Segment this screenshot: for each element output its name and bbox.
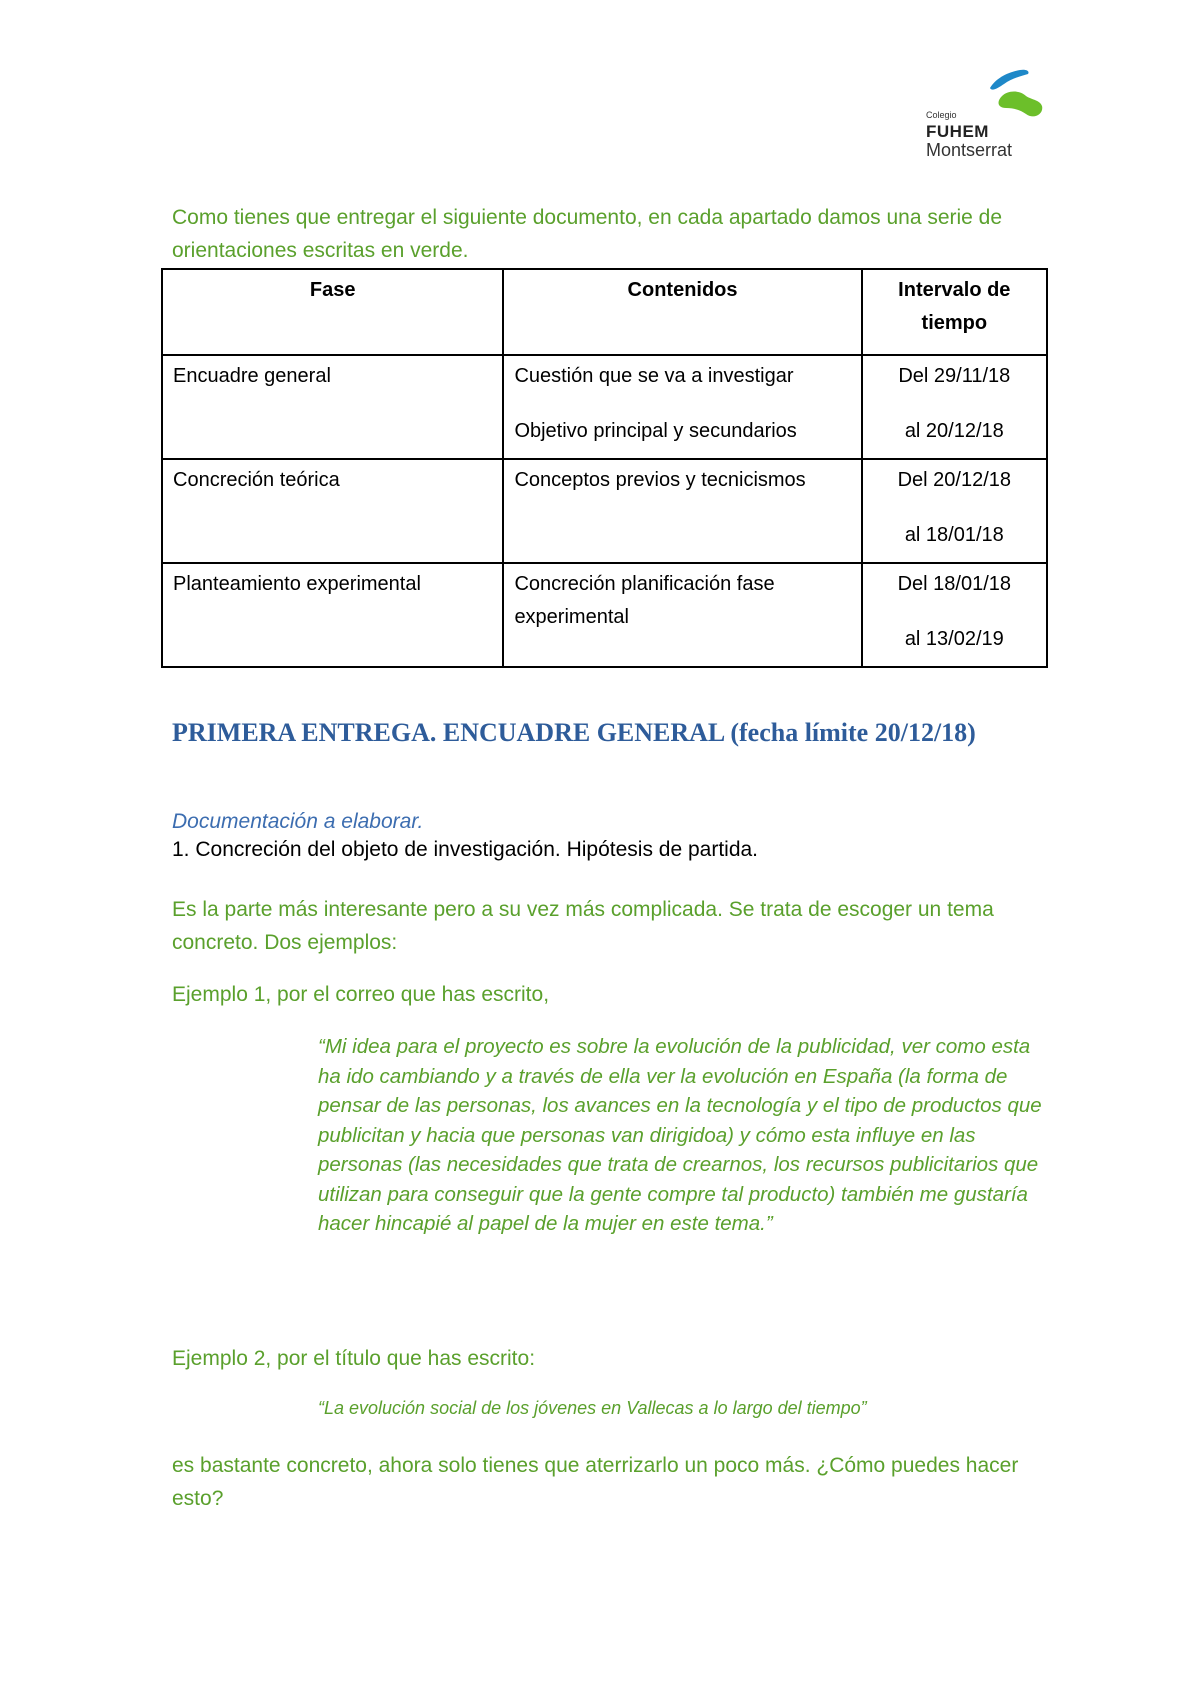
- row-interval: [862, 459, 1047, 563]
- intro-paragraph: Como tienes que entregar el siguiente documento, en cada apartado damos una serie de orientaciones escritas en verde.: [172, 206, 1003, 262]
- row-phase: Encuadre general: [162, 355, 503, 459]
- logo-school-text: Montserrat: [926, 140, 1013, 160]
- content-item: Concreción planificación fase experimental: [514, 573, 775, 628]
- header-interval: Intervalo de tiempo: [862, 269, 1047, 355]
- example-1-label: Ejemplo 1, por el correo que has escrito,: [172, 983, 550, 1006]
- interval-to: al 20/12/18: [904, 420, 1004, 442]
- table-row: [162, 563, 1047, 667]
- logo-colegio-text: Colegio: [926, 110, 957, 120]
- interval-to: al 13/02/19: [904, 628, 1004, 650]
- row-interval: [862, 563, 1047, 667]
- row-interval: [862, 355, 1047, 459]
- interval-from: Del 29/11/18: [898, 365, 1011, 387]
- section-heading: PRIMERA ENTREGA. ENCUADRE GENERAL (fecha límite 20/12/18): [172, 718, 976, 747]
- example-2-quote: “La evolución social de los jóvenes en Vallecas a lo largo del tiempo”: [318, 1398, 867, 1418]
- table-row: [162, 459, 1047, 563]
- row-contents: [503, 355, 861, 459]
- row-phase: Concreción teórica: [162, 459, 503, 563]
- table-row: [162, 355, 1047, 459]
- interval-from: Del 18/01/18: [897, 573, 1012, 595]
- logo-brand-text: FUHEM: [926, 122, 989, 141]
- interval-to: al 18/01/18: [904, 524, 1004, 546]
- content-item: Conceptos previos y tecnicismos: [514, 469, 806, 491]
- fuhem-logo-icon: [982, 68, 1044, 124]
- content-item: Cuestión que se va a investigar: [514, 365, 794, 387]
- header-phase: Fase: [162, 269, 503, 355]
- row-contents: [503, 459, 861, 563]
- schedule-table: [161, 268, 1048, 668]
- row-phase: Planteamiento experimental: [162, 563, 503, 667]
- example-1-quote: “Mi idea para el proyecto es sobre la evolución de la publicidad, ver como esta ha ido cambiando y a través de ella ver la evolución en España (la forma de pensar de las personas, los avances en la tecnología y el tipo de productos que publicitan y hacia que personas van dirigidoa) y cómo esta influye en las personas (las necesidades que trata de crearnos, los recursos publicitarios que utilizan para conseguir que la gente compre tal producto) también me gustaría hacer hincapié al papel de la mujer en este tema.”: [318, 1035, 1042, 1235]
- school-logo: [926, 68, 1046, 164]
- row-contents: [503, 563, 861, 667]
- explanation-paragraph: Es la parte más interesante pero a su vez más complicada. Se trata de escoger un tema concreto. Dos ejemplos:: [172, 898, 994, 954]
- documentation-label: Documentación a elaborar.: [172, 810, 424, 833]
- content-item: Objetivo principal y secundarios: [514, 420, 797, 442]
- header-contents: Contenidos: [503, 269, 861, 355]
- table-header-row: [162, 269, 1047, 355]
- interval-from: Del 20/12/18: [897, 469, 1012, 491]
- example-2-label: Ejemplo 2, por el título que has escrito:: [172, 1347, 536, 1370]
- item-1-title: 1. Concreción del objeto de investigación. Hipótesis de partida.: [172, 838, 759, 861]
- closing-paragraph: es bastante concreto, ahora solo tienes que aterrizarlo un poco más. ¿Cómo puedes hacer esto?: [172, 1454, 1019, 1510]
